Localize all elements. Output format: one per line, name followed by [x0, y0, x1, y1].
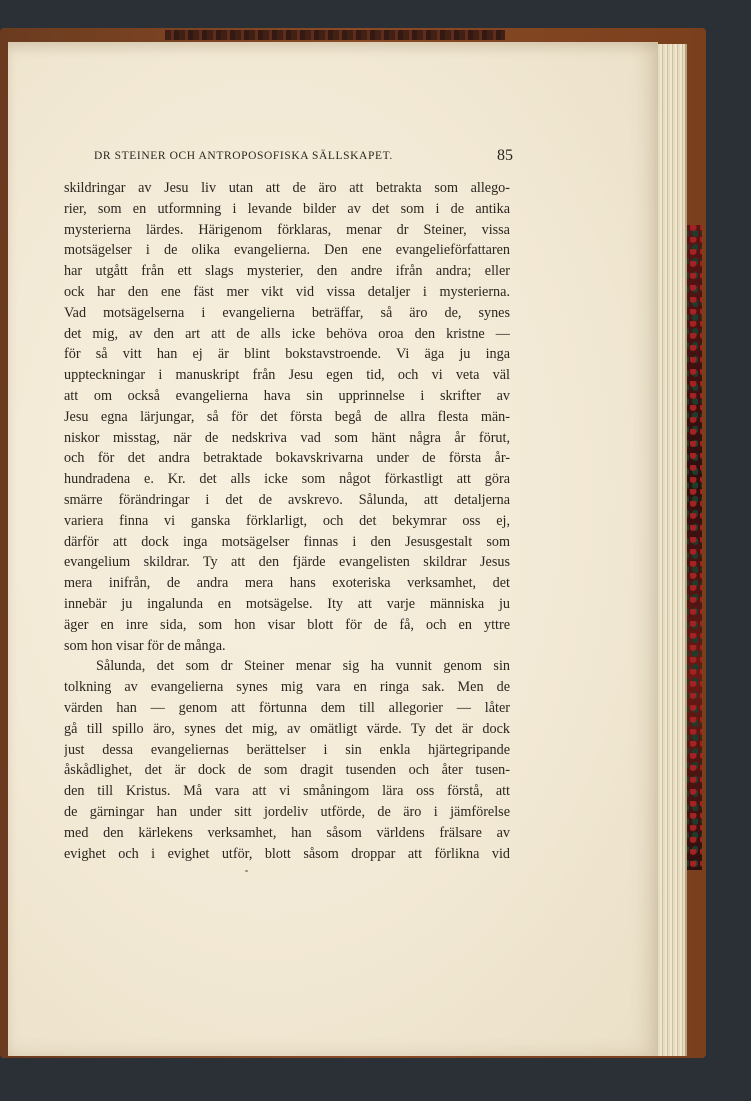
text-line: har utgått från ett slags mysterier, den andre ifrån andra; eller [64, 263, 510, 280]
text-line: och för det andra betraktade bokavskrivarna under de första år- [64, 450, 510, 467]
text-line: innebär ju ingalunda en motsägelse. Ity att varje människa ju [64, 595, 510, 612]
paper-speck [245, 870, 248, 872]
text-line: äger en inre sida, som hon visar blott för de få, och en yttre [64, 616, 510, 633]
running-title: DR STEINER OCH ANTROPOSOFISKA SÄLLSKAPET. [94, 150, 393, 162]
page-number: 85 [497, 147, 513, 164]
text-line: därför att dock inga motsägelser finnas i den Jesusgestalt som [64, 533, 510, 550]
text-line: att om också evangelierna hava sin upprinnelse i skrifter av [64, 387, 510, 404]
text-line: tolkning av evangelierna synes mig vara en ringa sak. Men de [64, 679, 510, 696]
text-line: evangelium skildrar. Ty att den fjärde evangelisten skildrar Jesus [64, 554, 510, 571]
text-line: skildringar av Jesu liv utan att de äro att betrakta som allego- [64, 180, 510, 196]
body-text [64, 178, 510, 864]
text-line: ock har den ene fäst mer vikt vid vissa detaljer i mysterierna. [64, 283, 510, 300]
text-line: evighet och i evighet utför, blott såsom droppar att förlikna vid [64, 845, 510, 862]
text-line: hundradena e. Kr. det alls icke som något förkastligt att göra [64, 471, 510, 488]
cover-edge-decoration [165, 30, 505, 40]
text-line: Jesu egna lärjungar, så för det första begå de allra flesta män- [64, 408, 510, 425]
text-line: rier, som en utformning i levande bilder av det som i de antika [64, 200, 510, 217]
text-line: mera inifrån, de andra mera hans exoteriska verksamhet, det [64, 575, 510, 592]
text-line: variera finna vi ganska förklarligt, och det bekymrar oss ej, [64, 512, 510, 529]
text-line: uppteckningar i manuskript från Jesu egen tid, och vi veta väl [64, 367, 510, 384]
text-line: smärre förändringar i det de avskrevo. Sålunda, att detaljerna [64, 491, 510, 508]
text-line: Sålunda, det som dr Steiner menar sig ha vunnit genom sin [96, 658, 510, 675]
text-line: åskådlighet, det är dock de som dragit tusenden och åter tusen- [64, 762, 510, 779]
text-line: som hon visar för de många. [64, 637, 226, 654]
text-line: värden han — genom att förtunna dem till allegorier — låter [64, 699, 510, 716]
text-line: Vad motsägelserna i evangelierna beträffar, så äro de, synes [64, 304, 510, 321]
text-line: för så vitt han ej är blint bokstavstroende. Vi äga ju inga [64, 346, 510, 363]
text-line: den till Kristus. Må vara att vi småningom lära oss förstå, att [64, 783, 510, 800]
text-line: niskor misstag, när de nedskriva vad som hänt några år förut, [64, 429, 510, 446]
text-line: de gärningar han under sitt jordeliv utförde, de äro i jämförelse [64, 803, 510, 820]
text-line: med den kärlekens verksamhet, han såsom världens frälsare av [64, 824, 510, 841]
text-line: mysterierna lärdes. Härigenom förklaras, menar dr Steiner, vissa [64, 221, 510, 238]
text-line: det mig, av den art att de alls icke behöva oroa den kristne — [64, 325, 510, 342]
text-line: just dessa evangeliernas berättelser i sin enkla hjärtegripande [64, 741, 510, 758]
text-line: motsägelser i de olika evangelierna. Den ene evangelieförfattaren [64, 242, 510, 259]
text-line: gå till spillo äro, synes det mig, av omätligt värde. Ty det är dock [64, 720, 510, 737]
running-header [94, 147, 513, 169]
